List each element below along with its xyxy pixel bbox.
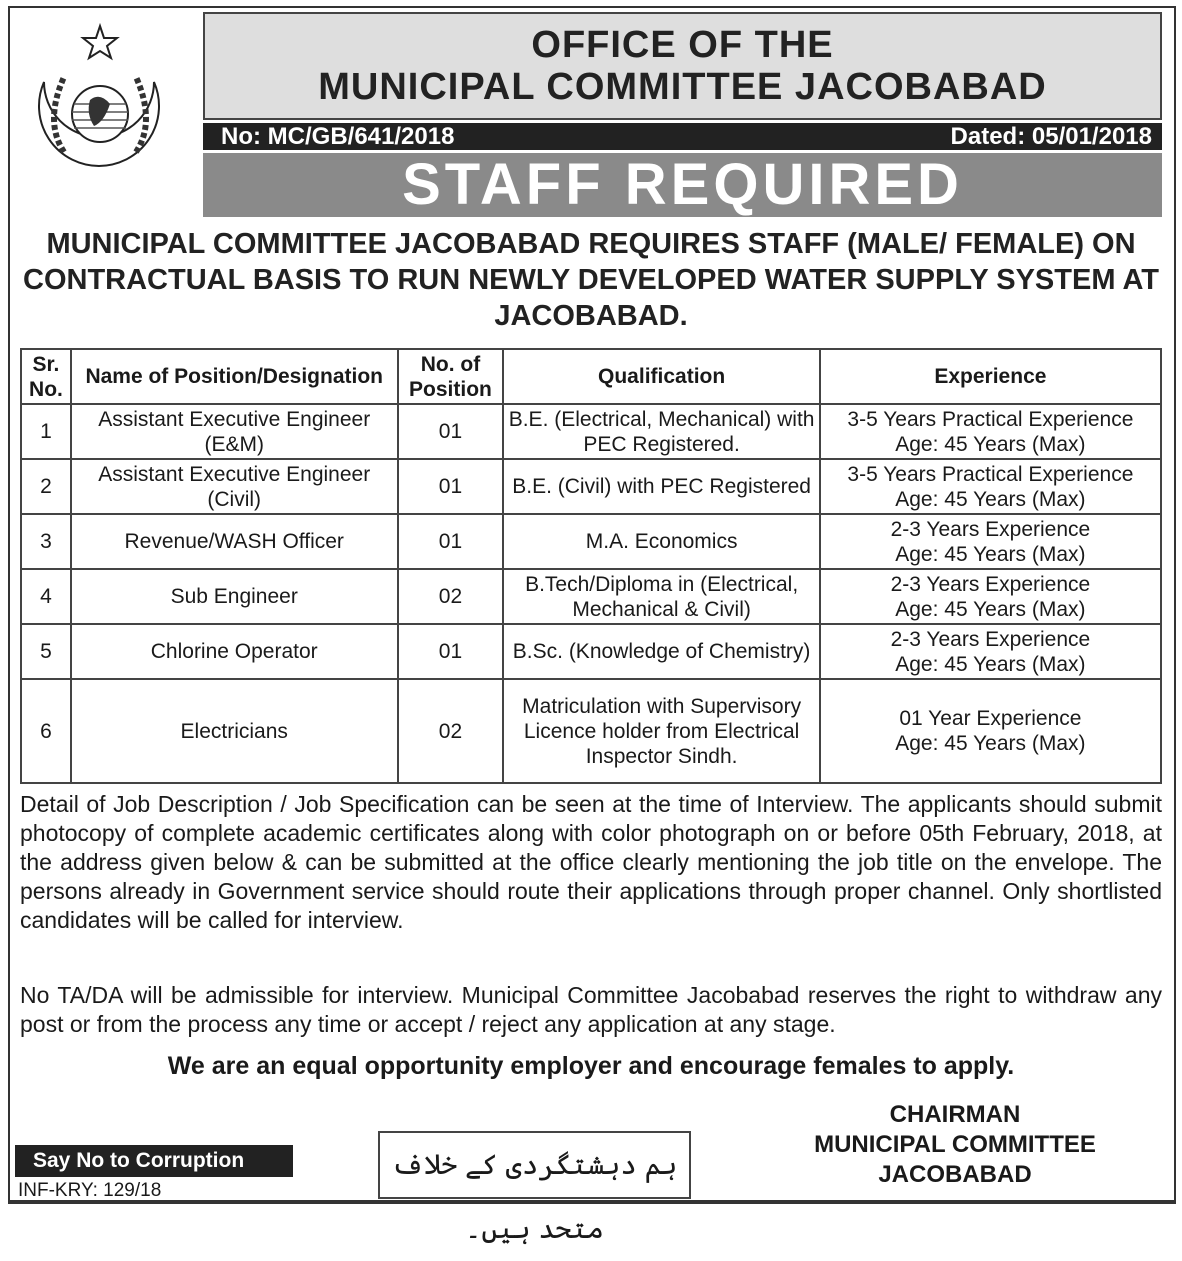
cell-position: Electricians xyxy=(71,679,398,783)
table-row xyxy=(21,624,1161,679)
age-limit: Age: 45 Years (Max) xyxy=(895,732,1086,755)
cell-count: 01 xyxy=(398,514,504,569)
age-limit: Age: 45 Years (Max) xyxy=(895,432,1086,456)
experience-years: 3-5 Years Practical Experience xyxy=(847,462,1134,486)
inf-number: INF-KRY: 129/18 xyxy=(18,1180,162,1201)
cell-experience xyxy=(820,404,1161,459)
equal-opportunity-statement: We are an equal opportunity employer and encourage females to apply. xyxy=(167,1052,1015,1080)
cell-qualification: B.Sc. (Knowledge of Chemistry) xyxy=(503,624,819,679)
say-no-to-corruption-badge: Say No to Corruption xyxy=(15,1145,293,1177)
signatory-city: JACOBABAD xyxy=(878,1161,1032,1188)
table-row xyxy=(21,679,1161,783)
age-limit: Age: 45 Years (Max) xyxy=(895,487,1086,511)
cell-count: 02 xyxy=(398,679,504,783)
cell-position: Revenue/WASH Officer xyxy=(71,514,398,569)
header-qualification: Qualification xyxy=(503,349,819,404)
header-experience: Experience xyxy=(820,349,1161,404)
header-no-of-position: No. of Position xyxy=(398,349,504,404)
cell-sr: 4 xyxy=(21,569,71,624)
experience-years: 01 Year Experience xyxy=(899,707,1082,730)
cell-qualification: B.E. (Electrical, Mechanical) with PEC Registered. xyxy=(503,404,819,459)
cell-experience xyxy=(820,514,1161,569)
cell-sr: 5 xyxy=(21,624,71,679)
title-line-1: OFFICE OF THE xyxy=(531,24,834,66)
reference-number: No: MC/GB/641/2018 xyxy=(221,122,455,150)
cell-experience xyxy=(820,459,1161,514)
cell-qualification: Matriculation with Supervisory Licence holder from Electrical Inspector Sindh. xyxy=(503,679,819,783)
reference-bar xyxy=(203,123,1162,150)
cell-experience xyxy=(820,679,1161,783)
header-sr-no: Sr. No. xyxy=(21,349,71,404)
cell-qualification: B.E. (Civil) with PEC Registered xyxy=(503,459,819,514)
table-row xyxy=(21,404,1161,459)
cell-sr: 6 xyxy=(21,679,71,783)
table-row xyxy=(21,514,1161,569)
experience-years: 3-5 Years Practical Experience xyxy=(847,407,1134,431)
title-line-2: MUNICIPAL COMMITTEE JACOBABAD xyxy=(318,66,1047,108)
cell-sr: 2 xyxy=(21,459,71,514)
table-row xyxy=(21,459,1161,514)
cell-sr: 1 xyxy=(21,404,71,459)
office-title-box xyxy=(203,12,1162,120)
cell-count: 01 xyxy=(398,459,504,514)
experience-years: 2-3 Years Experience xyxy=(890,517,1091,541)
positions-table xyxy=(20,348,1162,784)
cell-position: Assistant Executive Engineer (E&M) xyxy=(71,404,398,459)
cell-experience xyxy=(820,569,1161,624)
paragraph-job-details: Detail of Job Description / Job Specification can be seen at the time of Interview. The applicants should submit photocopy of complete academic certificates along with color photograph on or before 05th February, 2018, at the address given below & can be submitted at the office clearly mentioning the job title on the envelope. The persons already in Government service should route their applications through proper channel. Only shortlisted candidates will be called for interview. xyxy=(20,791,1162,933)
header-position: Name of Position/Designation xyxy=(71,349,398,404)
table-header-row xyxy=(21,349,1161,404)
paragraph-terms: No TA/DA will be admissible for interview. Municipal Committee Jacobabad reserves the right to withdraw any post or from the process any time or accept / reject any application at any stage. xyxy=(20,982,1162,1037)
cell-position: Chlorine Operator xyxy=(71,624,398,679)
sindh-government-emblem-logo xyxy=(24,22,164,202)
cell-count: 02 xyxy=(398,569,504,624)
cell-qualification: B.Tech/Diploma in (Electrical, Mechanical & Civil) xyxy=(503,569,819,624)
cell-sr: 3 xyxy=(21,514,71,569)
cell-count: 01 xyxy=(398,404,504,459)
cell-position: Assistant Executive Engineer (Civil) xyxy=(71,459,398,514)
dated: Dated: 05/01/2018 xyxy=(950,122,1152,150)
experience-years: 2-3 Years Experience xyxy=(890,572,1091,596)
table-row xyxy=(21,569,1161,624)
age-limit: Age: 45 Years (Max) xyxy=(895,542,1086,566)
cell-count: 01 xyxy=(398,624,504,679)
signatory xyxy=(790,1100,1120,1190)
staff-required-banner: STAFF REQUIRED xyxy=(203,153,1162,217)
cell-experience xyxy=(820,624,1161,679)
signatory-title: CHAIRMAN xyxy=(889,1101,1021,1128)
age-limit: Age: 45 Years (Max) xyxy=(895,652,1086,676)
cell-qualification: M.A. Economics xyxy=(503,514,819,569)
signatory-org: MUNICIPAL COMMITTEE xyxy=(814,1131,1096,1158)
experience-years: 2-3 Years Experience xyxy=(890,627,1091,651)
urdu-slogan-box: ہم دہشتگردی کے خلاف متحد ہیں۔ xyxy=(378,1131,691,1199)
intro-heading: MUNICIPAL COMMITTEE JACOBABAD REQUIRES STAFF (MALE/ FEMALE) ON CONTRACTUAL BASIS TO RUN NEWLY DEVELOPED WATER SUPPLY SYSTEM AT JACOBABAD. xyxy=(23,228,1159,332)
age-limit: Age: 45 Years (Max) xyxy=(895,597,1086,621)
cell-position: Sub Engineer xyxy=(71,569,398,624)
